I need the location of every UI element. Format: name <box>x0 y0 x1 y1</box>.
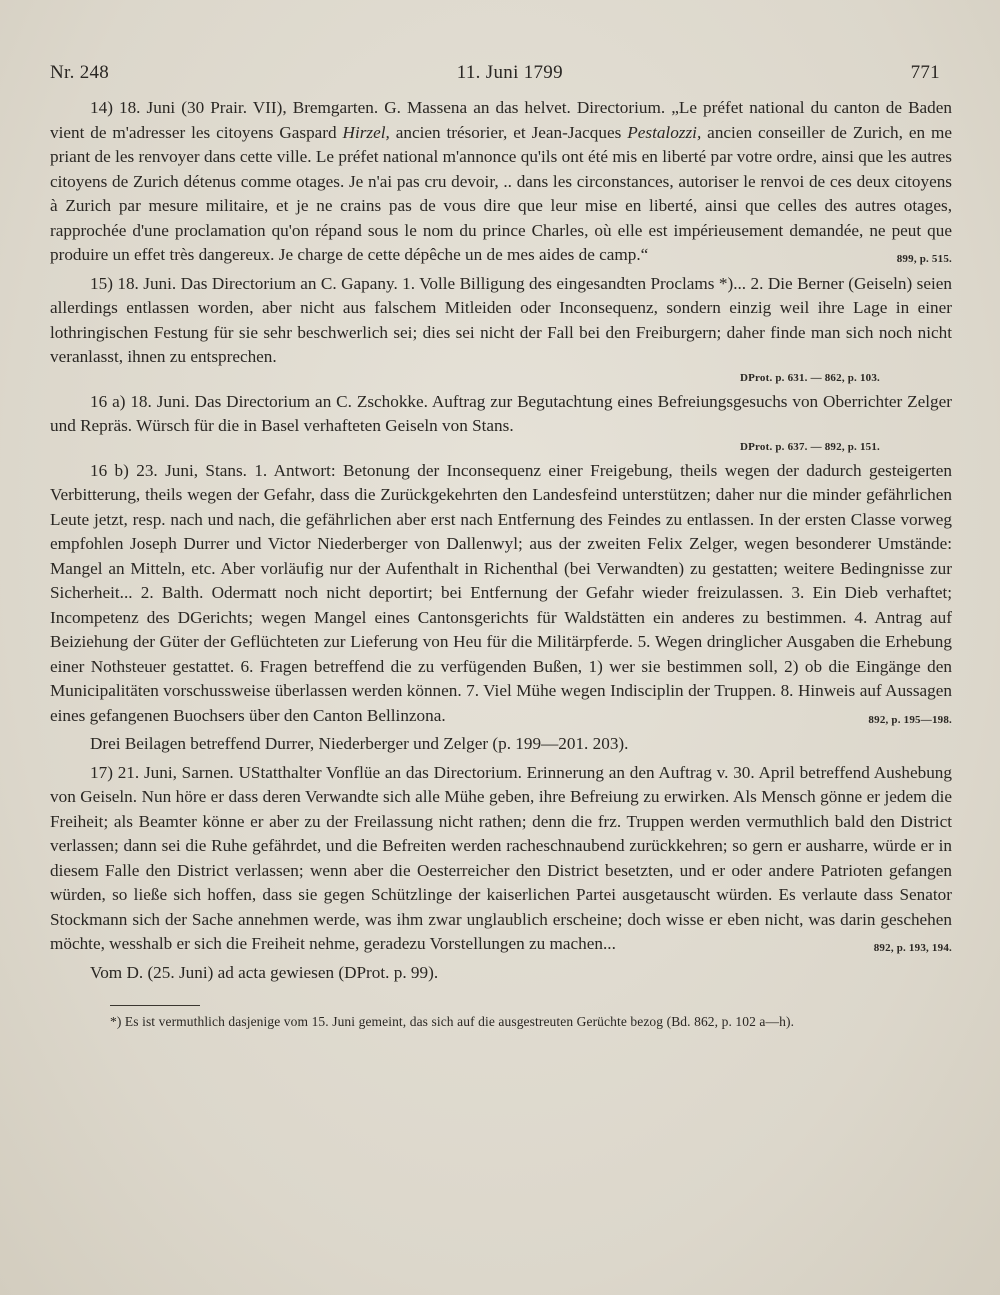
document-number: Nr. 248 <box>50 62 110 83</box>
page-date: 11. Juni 1799 <box>456 62 563 83</box>
page-header <box>50 62 952 84</box>
entry-14-name-hirzel: Hirzel, <box>342 122 390 142</box>
entry-17 <box>50 761 952 957</box>
entry-14-text-c: ancien conseiller de Zurich, en me priant de les renvoyer dans cette ville. Le préfet national m'annonce qu'ils ont été mis en liberté par votre ordre, ainsi que les autres citoyens de Zurich détenus comme otages. Je n'ai pas cru devoir, .. dans les circonstances, autoriser le renvoi de ces deux citoyens à Zurich par mesure militaire, et je ne crains pas de vous dire que leur mise en liberté, ainsi que celles des autres otages, rapprochée d'une proclamation qu'on répand sous le nom du prince Charles, où elle est impérieusement demandée, ne peut que produire un effet très dangereux. Je charge de cette dépêche un de mes aides de camp.“ <box>50 122 953 264</box>
footnote: *) Es ist vermuthlich dasjenige vom 15. Juni gemeint, das sich auf die ausgestreuten Gerüchte bezog (Bd. 862, p. 102 a—h). <box>110 1014 795 1029</box>
entry-ad-acta-text: Vom D. (25. Juni) ad acta gewiesen (DProt. p. 99). <box>90 962 439 982</box>
entry-beilagen <box>50 732 952 757</box>
entry-16a-reference: DProt. p. 637. — 892, p. 151. <box>739 440 880 453</box>
entry-17-text: 17) 21. Juni, Sarnen. UStatthalter Vonflüe an das Directorium. Erinnerung an den Auftrag v. 30. April betreffend Aushebung von Geiseln. Nun höre er dass deren Verwandte sich alle Mühe geben, ihre Befreiung zu erwirken. Als Mensch gönne er jedem die Freiheit; als Beamter könne er aber zu der Freilassung nicht rathen; denn die frz. Truppen werden vermuthlich bald den District verlassen; dann sei die Ruhe gefährdet, und die Befreiten werden racheschnaubend zurückkehren; so gern er ausharre, würde er in diesem Falle den District verlassen; wenn aber die Oesterreicher den District besetzten, und er oder andere Patrioten gefangen würden, so ließe sich hoffen, dass sie gegen Schützlinge der kaiserlichen Partei ausgetauscht würden. Es verlaute dass Senator Stockmann sich der Sache annehmen werde, was ihm zwar unglaublich erscheine; doch wisse er eben nicht, was darin geschehen möchte, wesshalb er sich die Freiheit nehme, geradezu Vorstellungen zu machen... <box>50 762 952 953</box>
entry-ad-acta <box>50 961 952 986</box>
page-number: 771 <box>910 62 940 83</box>
entry-15-text: 15) 18. Juni. Das Directorium an C. Gapany. 1. Volle Billigung des eingesandten Proclams *)... 2. Die Berner (Geiseln) seien allerdings entlassen worden, aber nicht aus falschem Mitleiden oder Inconsequenz, sondern einzig weil ihre Lage in einer lothringischen Festung für sie sehr beschwerlich sei; dies sei nicht der Fall bei den Freiburgern; daher finde man sich noch nicht veranlasst, ihnen zu entsprechen. <box>50 273 952 366</box>
entry-16a <box>50 390 952 439</box>
entry-16a-text: 16 a) 18. Juni. Das Directorium an C. Zschokke. Auftrag zur Begutachtung eines Befreiungsgesuchs von Oberrichter Zelger und Repräs. Würsch für die in Basel verhafteten Geiseln von Stans. <box>50 391 952 435</box>
entry-14-name-pestalozzi: Pestalozzi, <box>627 122 702 142</box>
entry-beilagen-text: Drei Beilagen betreffend Durrer, Niederberger und Zelger (p. 199—201. 203). <box>90 734 629 753</box>
entry-14-text-b: ancien trésorier, et Jean-Jacques <box>389 122 628 142</box>
footnote-divider <box>110 1005 200 1006</box>
entry-16b-text: 16 b) 23. Juni, Stans. 1. Antwort: Betonung der Inconsequenz einer Freigebung, theils wegen der dadurch gesteigerten Verbitterung, theils wegen der Gefahr, dass die Zurückgekehrten den Landesfeind unterstützen; daher nur die minder gefährlichen Leute jetzt, resp. nach und nach, die gefährlichen aber erst nach Entfernung des Feindes zu entlassen. In der ersten Classe vorweg empfohlen Joseph Durrer und Victor Niederberger von Dallenwyl; aus der zweiten Felix Zelger, wegen besonderer Umstände: Mangel an Mitteln, etc. Aber vorläufig nur der Aufenthalt in Richenthal (bei Verwandten) zu gestatten; weitere Bedingnisse zur Sicherheit... 2. Balth. Odermatt noch nicht deportirt; bei Entfernung der Gefahr wieder freizulassen. 3. Ein Dieb verhaftet; Incompetenz des DGerichts; wegen Mangel eines Cantonsgerichts für Waldstätten ein anderes zu bestimmen. 4. Antrag auf Beiziehung der Güter der Geflüchteten zur Lieferung von Heu für die Militärpferde. 5. Wegen dringlicher Ausgaben die Erhebung einer Nothsteuer gestattet. 6. Fragen betreffend die zu verfügenden Bußen, 1) wer sie bestimmen soll, 2) ob die Eingänge den Municipalitäten vorschussweise überlassen werden können. 7. Viel Mühe wegen Indisciplin der Truppen. 8. Hinweis auf Aussagen eines gefangenen Buochsers über den Canton Bellinzona. <box>50 460 952 725</box>
entry-15 <box>50 272 952 370</box>
entry-17-reference: 892, p. 193, 194. <box>873 942 952 954</box>
entry-16b-reference: 892, p. 195—198. <box>868 713 952 726</box>
entry-16b <box>50 459 952 729</box>
entry-14-text-a: 14) 18. Juni (30 Prair. VII), Bremgarten. G. Massena an das helvet. Directorium. „Le préfet national du canton de Baden vient de m'adresser les citoyens Gaspard <box>50 98 952 142</box>
entry-14 <box>50 96 952 268</box>
entry-14-reference: 899, p. 515. <box>896 253 952 265</box>
entry-15-reference: DProt. p. 631. — 862, p. 103. <box>739 371 880 384</box>
